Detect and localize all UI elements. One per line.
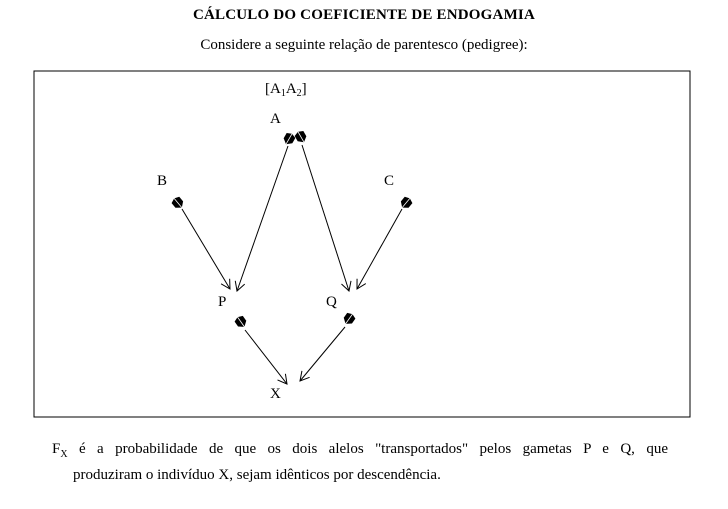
- definition-symbol: F: [52, 441, 61, 457]
- node-label-c: C: [384, 173, 395, 189]
- definition-text-1: é a probabilidade de que os dois alelos "transportados" pelos gametas P e Q, que: [67, 441, 668, 457]
- arrow-q-to-x: [300, 327, 345, 381]
- node-label-p: P: [218, 294, 227, 310]
- arrow-a-to-p: [237, 146, 288, 291]
- arrow-b-to-p: [182, 209, 230, 289]
- node-label-a: A: [270, 111, 281, 127]
- gamete-marker-a-right: [294, 129, 309, 144]
- gamete-marker-q: [341, 311, 356, 327]
- page-title: CÁLCULO DO COEFICIENTE DE ENDOGAMIA: [192, 7, 536, 23]
- node-label-b: B: [157, 173, 168, 189]
- arrow-c-to-q: [357, 209, 402, 289]
- gamete-marker-a-left: [282, 131, 297, 146]
- definition-symbol-subscript: X: [60, 449, 68, 460]
- arrow-p-to-x: [245, 330, 287, 384]
- diagram-frame: [34, 71, 690, 417]
- arrow-a-to-q: [302, 145, 349, 291]
- definition-line-2: produziram o indivíduo X, sejam idênticos por descendência.: [73, 467, 441, 483]
- gamete-marker-c: [398, 195, 413, 211]
- gamete-marker-b: [170, 195, 185, 211]
- gamete-marker-p: [233, 314, 248, 330]
- genotype-label: $[A_1A_2]$: [265, 81, 307, 99]
- node-label-x: X: [270, 386, 281, 402]
- node-label-q: Q: [326, 294, 337, 310]
- page-subtitle: Considere a seguinte relação de parentesco (pedigree):: [200, 37, 528, 53]
